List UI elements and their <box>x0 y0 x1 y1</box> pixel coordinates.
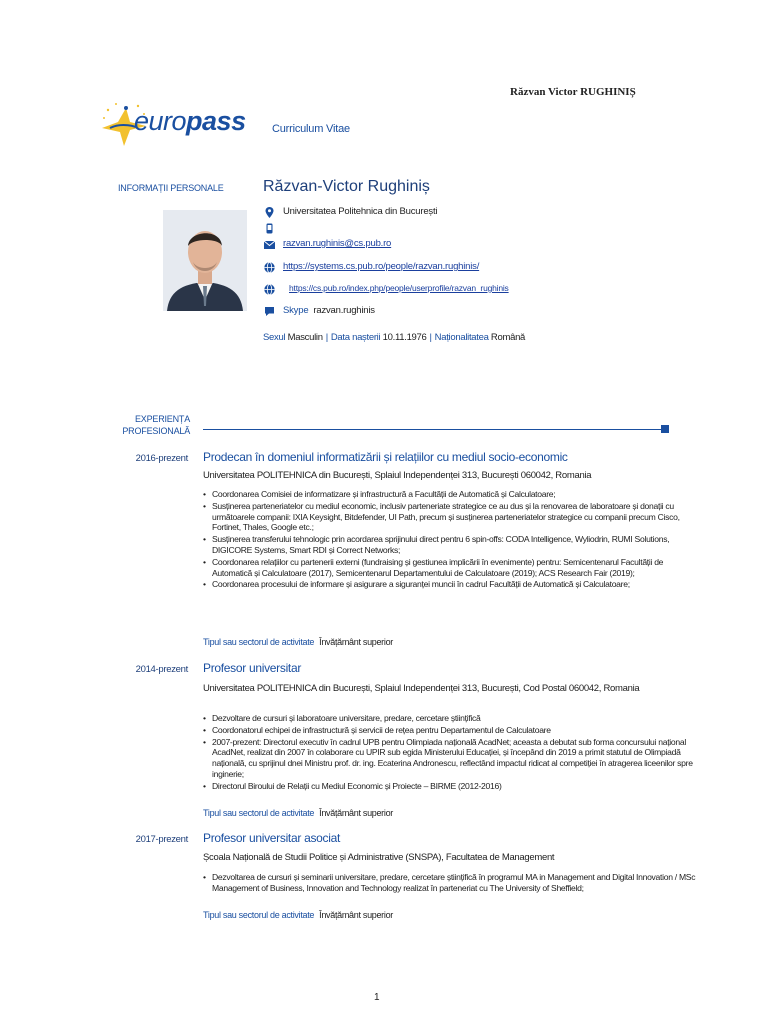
bullet-item: • Directorul Biroului de Relații cu Mediul Economic și Proiecte – BIRME (2012-2016) <box>203 781 703 792</box>
bullet-item: • 2007-prezent: Directorul executiv în cadrul UPB pentru Olimpiada națională AcadNet; aceasta a debutat sub forma concursului național AcadNet, realizat din 2007 în colaborare cu UPIR sub egida Ministerului Educației, și începând din 2019 a primit statutul de Olimpiadă națională, cu sprijinul dnei Ministru prof. dr. ing. Ecaterina Andronescu, reflectând impactul ridicat al competiției în atragerea liceenilor spre inginerie; <box>203 737 703 780</box>
sector-value: Învățământ superior <box>319 910 393 920</box>
demographics-line: Sexul Masculin | Data nașterii 10.11.1976 | Naționalitatea Română <box>263 332 526 343</box>
bullet-item: • Susținerea transferului tehnologic prin acordarea sprijinului direct pentru 6 spin-offs: CODA Intelligence, Wyliodrin, RUMI Solutions, DIGICORE Systems, Smart RDI și Correct Networks; <box>203 534 703 556</box>
entry-date: 2016-prezent <box>135 453 188 464</box>
chat-bubble-icon <box>263 305 276 318</box>
header-name: Răzvan Victor RUGHINIȘ <box>510 86 636 98</box>
section-divider <box>203 429 663 430</box>
skype-label: Skype <box>283 305 309 316</box>
logo-wordmark: europass <box>134 106 246 136</box>
cv-label: Curriculum Vitae <box>272 123 350 135</box>
entry-title: Profesor universitar <box>203 661 302 675</box>
entry-organization: Școala Națională de Studii Politice și Administrative (SNSPA), Facultatea de Management <box>203 852 555 863</box>
skype-text <box>283 305 375 316</box>
phone-icon <box>263 222 276 235</box>
page-number: 1 <box>374 992 380 1003</box>
bullet-item: • Coordonatorul echipei de infrastructură și servicii de rețea pentru Departamentul de Calculatoare <box>203 725 703 736</box>
full-name: Răzvan-Victor Rughiniș <box>263 178 430 195</box>
europass-logo <box>96 98 266 150</box>
entry-bullets <box>203 489 703 591</box>
location-pin-icon <box>263 206 276 219</box>
address-text: Universitatea Politehnica din București <box>283 206 438 217</box>
website2-link[interactable]: https://cs.pub.ro/index.php/people/userprofile/razvan_rughinis <box>289 283 509 293</box>
entry-bullets <box>203 872 703 895</box>
bullet-item: • Susținerea parteneriatelor cu mediul economic, inclusiv parteneriate strategice ce au dus și la renovarea de laboratoare și donații cu următoarele companii: IXIA Keysight, Bitdefender, UI Path, precum și susținerea parteneriatelor strategice cu companii precum Cisco, Fortinet, Thales, Google etc.; <box>203 501 703 533</box>
sex-value: Masculin <box>287 332 323 343</box>
entry-title: Prodecan în domeniul informatizării și relațiilor cu mediul socio-economic <box>203 450 568 464</box>
globe-icon <box>263 283 276 296</box>
email-link[interactable]: razvan.rughinis@cs.pub.ro <box>283 238 392 249</box>
entry-date: 2017-prezent <box>135 834 188 845</box>
entry-sector <box>203 637 393 647</box>
sex-label: Sexul <box>263 332 286 343</box>
personal-info-label: INFORMAȚII PERSONALE <box>118 183 224 193</box>
sector-value: Învățământ superior <box>319 637 393 647</box>
profile-photo <box>163 210 247 311</box>
entry-organization: Universitatea POLITEHNICA din București, Splaiul Independenței 313, București, Cod Postal 060042, Romania <box>203 683 640 694</box>
website1-link[interactable]: https://systems.cs.pub.ro/people/razvan.rughinis/ <box>283 261 480 272</box>
birth-value: 10.11.1976 <box>382 332 427 343</box>
entry-organization: Universitatea POLITEHNICA din București, Splaiul Independenței 313, București 060042, Romania <box>203 470 592 481</box>
bullet-item: • Dezvoltare de cursuri și laboratoare universitare, predare, cercetare științifică <box>203 713 703 724</box>
nationality-label: Naționalitatea <box>434 332 489 343</box>
entry-date: 2014-prezent <box>135 664 188 675</box>
birth-label: Data nașterii <box>330 332 381 343</box>
nationality-value: Română <box>490 332 526 343</box>
entry-title: Profesor universitar asociat <box>203 831 340 845</box>
bullet-item: • Coordonarea relațiilor cu partenerii externi (fundraising și gestiunea implicării în evenimente) pentru: Semicentenarul Facultății de Automatică și Calculatoare (2017), Semicentenarul Departamentului de Calculatoare (2019); ACS Research Fair (2019); <box>203 557 703 579</box>
sector-label: Tipul sau sectorul de activitate <box>203 910 315 920</box>
sector-label: Tipul sau sectorul de activitate <box>203 808 315 818</box>
sector-label: Tipul sau sectorul de activitate <box>203 637 315 647</box>
entry-sector <box>203 910 393 920</box>
email-icon <box>263 238 276 251</box>
entry-bullets <box>203 713 703 793</box>
skype-id: razvan.rughinis <box>313 305 375 316</box>
experience-section-label: EXPERIENȚA PROFESIONALĂ <box>122 414 190 436</box>
bullet-item: • Coordonarea procesului de informare și asigurare a siguranței muncii în cadrul Facultății de Automatică și Calculatoare; <box>203 579 703 590</box>
bullet-item: • Coordonarea Comisiei de informatizare și infrastructură a Facultății de Automatică și Calculatoare; <box>203 489 703 500</box>
globe-icon <box>263 261 276 274</box>
entry-sector <box>203 808 393 818</box>
bullet-item: • Dezvoltarea de cursuri și seminarii universitare, predare, cercetare științifică în programul MA in Management and Digital Innovation / MSc Management of Business, Innovation and Technology realizat în parteneriat cu The University of Sheffield; <box>203 872 703 894</box>
sector-value: Învățământ superior <box>319 808 393 818</box>
section-divider-end <box>661 425 669 433</box>
